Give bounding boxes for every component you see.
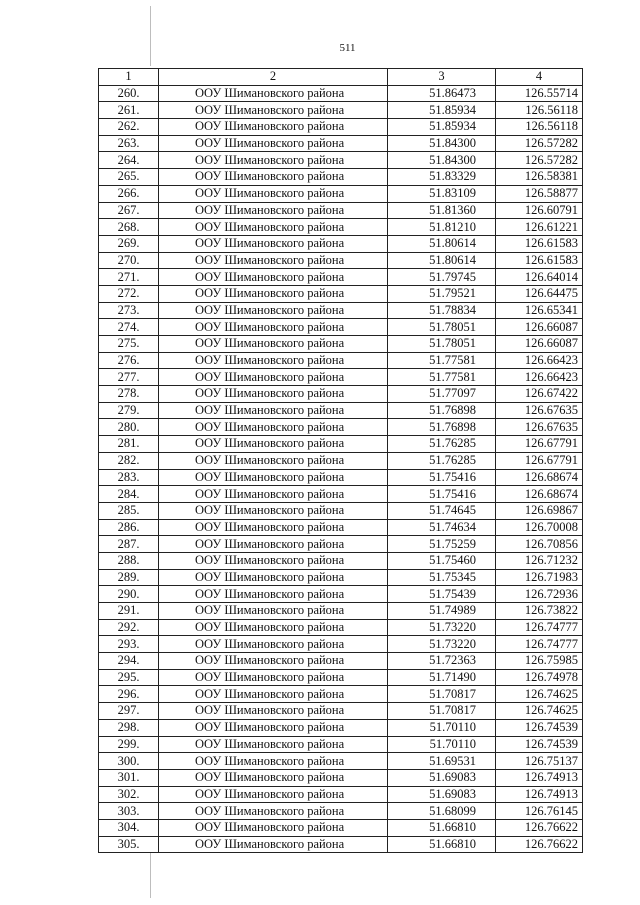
- latitude-cell: 51.80614: [388, 235, 496, 252]
- table-row: [99, 352, 583, 369]
- longitude-cell: 126.74625: [496, 703, 583, 720]
- latitude-cell: 51.86473: [388, 85, 496, 102]
- table-row: [99, 119, 583, 136]
- row-number-cell: 273.: [99, 302, 159, 319]
- organization-cell: ООУ Шимановского района: [159, 819, 388, 836]
- organization-cell: ООУ Шимановского района: [159, 285, 388, 302]
- column-header-index: 1: [99, 69, 159, 86]
- table-row: [99, 285, 583, 302]
- organization-cell: ООУ Шимановского района: [159, 803, 388, 820]
- longitude-cell: 126.76622: [496, 836, 583, 853]
- latitude-cell: 51.77581: [388, 369, 496, 386]
- row-number-cell: 299.: [99, 736, 159, 753]
- longitude-cell: 126.58381: [496, 169, 583, 186]
- row-number-cell: 288.: [99, 552, 159, 569]
- latitude-cell: 51.78051: [388, 336, 496, 353]
- table-row: [99, 836, 583, 853]
- latitude-cell: 51.70110: [388, 736, 496, 753]
- organization-cell: ООУ Шимановского района: [159, 185, 388, 202]
- organization-cell: ООУ Шимановского района: [159, 536, 388, 553]
- latitude-cell: 51.69083: [388, 769, 496, 786]
- column-header-name: 2: [159, 69, 388, 86]
- longitude-cell: 126.71983: [496, 569, 583, 586]
- row-number-cell: 267.: [99, 202, 159, 219]
- row-number-cell: 298.: [99, 719, 159, 736]
- longitude-cell: 126.66423: [496, 352, 583, 369]
- row-number-cell: 295.: [99, 669, 159, 686]
- longitude-cell: 126.75985: [496, 653, 583, 670]
- organization-cell: ООУ Шимановского района: [159, 219, 388, 236]
- organization-cell: ООУ Шимановского района: [159, 235, 388, 252]
- page-number: 511: [339, 42, 356, 54]
- latitude-cell: 51.75416: [388, 486, 496, 503]
- table-row: [99, 686, 583, 703]
- latitude-cell: 51.74989: [388, 603, 496, 620]
- longitude-cell: 126.61221: [496, 219, 583, 236]
- row-number-cell: 279.: [99, 402, 159, 419]
- latitude-cell: 51.73220: [388, 619, 496, 636]
- longitude-cell: 126.74777: [496, 619, 583, 636]
- organization-cell: ООУ Шимановского района: [159, 586, 388, 603]
- latitude-cell: 51.70817: [388, 703, 496, 720]
- latitude-cell: 51.66810: [388, 819, 496, 836]
- longitude-cell: 126.74625: [496, 686, 583, 703]
- longitude-cell: 126.70008: [496, 519, 583, 536]
- table-row: [99, 102, 583, 119]
- row-number-cell: 261.: [99, 102, 159, 119]
- row-number-cell: 281.: [99, 436, 159, 453]
- row-number-cell: 301.: [99, 769, 159, 786]
- table-row: [99, 436, 583, 453]
- table-row: [99, 803, 583, 820]
- latitude-cell: 51.76898: [388, 419, 496, 436]
- organization-cell: ООУ Шимановского района: [159, 569, 388, 586]
- row-number-cell: 289.: [99, 569, 159, 586]
- longitude-cell: 126.61583: [496, 235, 583, 252]
- row-number-cell: 294.: [99, 653, 159, 670]
- row-number-cell: 264.: [99, 152, 159, 169]
- table-row: [99, 402, 583, 419]
- row-number-cell: 283.: [99, 469, 159, 486]
- table-row: [99, 819, 583, 836]
- longitude-cell: 126.74539: [496, 736, 583, 753]
- organization-cell: ООУ Шимановского района: [159, 152, 388, 169]
- row-number-cell: 287.: [99, 536, 159, 553]
- latitude-cell: 51.83109: [388, 185, 496, 202]
- latitude-cell: 51.76898: [388, 402, 496, 419]
- latitude-cell: 51.68099: [388, 803, 496, 820]
- organization-cell: ООУ Шимановского района: [159, 719, 388, 736]
- longitude-cell: 126.64014: [496, 269, 583, 286]
- latitude-cell: 51.84300: [388, 152, 496, 169]
- organization-cell: ООУ Шимановского района: [159, 119, 388, 136]
- row-number-cell: 305.: [99, 836, 159, 853]
- table-row: [99, 419, 583, 436]
- table-row: [99, 369, 583, 386]
- table-row: [99, 252, 583, 269]
- organization-cell: ООУ Шимановского района: [159, 252, 388, 269]
- table-row: [99, 135, 583, 152]
- latitude-cell: 51.78834: [388, 302, 496, 319]
- table-header-row: [99, 69, 583, 86]
- table-row: [99, 219, 583, 236]
- longitude-cell: 126.73822: [496, 603, 583, 620]
- row-number-cell: 284.: [99, 486, 159, 503]
- longitude-cell: 126.74777: [496, 636, 583, 653]
- row-number-cell: 275.: [99, 336, 159, 353]
- row-number-cell: 293.: [99, 636, 159, 653]
- row-number-cell: 266.: [99, 185, 159, 202]
- organization-cell: ООУ Шимановского района: [159, 85, 388, 102]
- latitude-cell: 51.76285: [388, 436, 496, 453]
- longitude-cell: 126.76622: [496, 819, 583, 836]
- row-number-cell: 270.: [99, 252, 159, 269]
- longitude-cell: 126.60791: [496, 202, 583, 219]
- table-row: [99, 603, 583, 620]
- table-row: [99, 235, 583, 252]
- organization-cell: ООУ Шимановского района: [159, 636, 388, 653]
- row-number-cell: 278.: [99, 386, 159, 403]
- longitude-cell: 126.68674: [496, 486, 583, 503]
- longitude-cell: 126.56118: [496, 102, 583, 119]
- latitude-cell: 51.75416: [388, 469, 496, 486]
- table-row: [99, 786, 583, 803]
- latitude-cell: 51.85934: [388, 102, 496, 119]
- organization-cell: ООУ Шимановского района: [159, 669, 388, 686]
- latitude-cell: 51.85934: [388, 119, 496, 136]
- row-number-cell: 272.: [99, 285, 159, 302]
- latitude-cell: 51.75259: [388, 536, 496, 553]
- latitude-cell: 51.83329: [388, 169, 496, 186]
- organization-cell: ООУ Шимановского района: [159, 436, 388, 453]
- organization-cell: ООУ Шимановского района: [159, 603, 388, 620]
- longitude-cell: 126.74913: [496, 769, 583, 786]
- organization-cell: ООУ Шимановского района: [159, 269, 388, 286]
- latitude-cell: 51.73220: [388, 636, 496, 653]
- row-number-cell: 260.: [99, 85, 159, 102]
- row-number-cell: 290.: [99, 586, 159, 603]
- organization-cell: ООУ Шимановского района: [159, 753, 388, 770]
- table-row: [99, 736, 583, 753]
- latitude-cell: 51.72363: [388, 653, 496, 670]
- longitude-cell: 126.61583: [496, 252, 583, 269]
- table-row: [99, 469, 583, 486]
- organization-cell: ООУ Шимановского района: [159, 102, 388, 119]
- latitude-cell: 51.77581: [388, 352, 496, 369]
- longitude-cell: 126.57282: [496, 135, 583, 152]
- row-number-cell: 268.: [99, 219, 159, 236]
- organization-cell: ООУ Шимановского района: [159, 336, 388, 353]
- table-row: [99, 753, 583, 770]
- table-row: [99, 636, 583, 653]
- table-row: [99, 85, 583, 102]
- latitude-cell: 51.81360: [388, 202, 496, 219]
- longitude-cell: 126.74913: [496, 786, 583, 803]
- table-row: [99, 586, 583, 603]
- organization-cell: ООУ Шимановского района: [159, 369, 388, 386]
- longitude-cell: 126.68674: [496, 469, 583, 486]
- row-number-cell: 265.: [99, 169, 159, 186]
- latitude-cell: 51.70110: [388, 719, 496, 736]
- row-number-cell: 262.: [99, 119, 159, 136]
- latitude-cell: 51.69531: [388, 753, 496, 770]
- organization-cell: ООУ Шимановского района: [159, 402, 388, 419]
- organization-cell: ООУ Шимановского района: [159, 519, 388, 536]
- table-row: [99, 619, 583, 636]
- table-row: [99, 552, 583, 569]
- longitude-cell: 126.74539: [496, 719, 583, 736]
- column-header-longitude: 4: [496, 69, 583, 86]
- row-number-cell: 292.: [99, 619, 159, 636]
- latitude-cell: 51.79745: [388, 269, 496, 286]
- latitude-cell: 51.76285: [388, 452, 496, 469]
- organization-cell: ООУ Шимановского района: [159, 319, 388, 336]
- table-body: [99, 85, 583, 853]
- organization-cell: ООУ Шимановского района: [159, 769, 388, 786]
- row-number-cell: 269.: [99, 235, 159, 252]
- longitude-cell: 126.56118: [496, 119, 583, 136]
- latitude-cell: 51.81210: [388, 219, 496, 236]
- organization-cell: ООУ Шимановского района: [159, 135, 388, 152]
- longitude-cell: 126.75137: [496, 753, 583, 770]
- row-number-cell: 296.: [99, 686, 159, 703]
- row-number-cell: 285.: [99, 502, 159, 519]
- binding-margin-line-bottom: [150, 853, 151, 898]
- row-number-cell: 280.: [99, 419, 159, 436]
- latitude-cell: 51.75460: [388, 552, 496, 569]
- table-row: [99, 569, 583, 586]
- latitude-cell: 51.78051: [388, 319, 496, 336]
- table-row: [99, 669, 583, 686]
- table-row: [99, 269, 583, 286]
- row-number-cell: 304.: [99, 819, 159, 836]
- row-number-cell: 274.: [99, 319, 159, 336]
- organization-cell: ООУ Шимановского района: [159, 836, 388, 853]
- organization-cell: ООУ Шимановского района: [159, 686, 388, 703]
- latitude-cell: 51.66810: [388, 836, 496, 853]
- latitude-cell: 51.71490: [388, 669, 496, 686]
- table-row: [99, 319, 583, 336]
- table-row: [99, 719, 583, 736]
- table-row: [99, 653, 583, 670]
- organization-cell: ООУ Шимановского района: [159, 552, 388, 569]
- longitude-cell: 126.55714: [496, 85, 583, 102]
- table-row: [99, 452, 583, 469]
- latitude-cell: 51.79521: [388, 285, 496, 302]
- table-header: [99, 69, 583, 86]
- latitude-cell: 51.75345: [388, 569, 496, 586]
- table-row: [99, 519, 583, 536]
- latitude-cell: 51.77097: [388, 386, 496, 403]
- longitude-cell: 126.64475: [496, 285, 583, 302]
- binding-margin-line-top: [150, 6, 151, 66]
- longitude-cell: 126.67422: [496, 386, 583, 403]
- table-row: [99, 169, 583, 186]
- organization-cell: ООУ Шимановского района: [159, 169, 388, 186]
- organization-cell: ООУ Шимановского района: [159, 619, 388, 636]
- table-row: [99, 769, 583, 786]
- table-row: [99, 202, 583, 219]
- organization-cell: ООУ Шимановского района: [159, 419, 388, 436]
- row-number-cell: 276.: [99, 352, 159, 369]
- row-number-cell: 277.: [99, 369, 159, 386]
- longitude-cell: 126.67635: [496, 402, 583, 419]
- organization-cell: ООУ Шимановского района: [159, 786, 388, 803]
- table-row: [99, 302, 583, 319]
- longitude-cell: 126.66423: [496, 369, 583, 386]
- longitude-cell: 126.65341: [496, 302, 583, 319]
- organization-cell: ООУ Шимановского района: [159, 386, 388, 403]
- row-number-cell: 302.: [99, 786, 159, 803]
- organization-cell: ООУ Шимановского района: [159, 653, 388, 670]
- table-row: [99, 336, 583, 353]
- table-row: [99, 502, 583, 519]
- latitude-cell: 51.75439: [388, 586, 496, 603]
- latitude-cell: 51.70817: [388, 686, 496, 703]
- row-number-cell: 282.: [99, 452, 159, 469]
- longitude-cell: 126.71232: [496, 552, 583, 569]
- organization-cell: ООУ Шимановского района: [159, 452, 388, 469]
- page-number-container: [55, 42, 640, 54]
- latitude-cell: 51.80614: [388, 252, 496, 269]
- longitude-cell: 126.72936: [496, 586, 583, 603]
- longitude-cell: 126.76145: [496, 803, 583, 820]
- longitude-cell: 126.74978: [496, 669, 583, 686]
- table-row: [99, 152, 583, 169]
- longitude-cell: 126.70856: [496, 536, 583, 553]
- row-number-cell: 271.: [99, 269, 159, 286]
- organization-cell: ООУ Шимановского района: [159, 736, 388, 753]
- latitude-cell: 51.84300: [388, 135, 496, 152]
- longitude-cell: 126.67791: [496, 436, 583, 453]
- longitude-cell: 126.66087: [496, 336, 583, 353]
- table-row: [99, 703, 583, 720]
- longitude-cell: 126.57282: [496, 152, 583, 169]
- row-number-cell: 303.: [99, 803, 159, 820]
- table-row: [99, 185, 583, 202]
- row-number-cell: 286.: [99, 519, 159, 536]
- longitude-cell: 126.69867: [496, 502, 583, 519]
- latitude-cell: 51.74634: [388, 519, 496, 536]
- column-header-latitude: 3: [388, 69, 496, 86]
- organization-cell: ООУ Шимановского района: [159, 469, 388, 486]
- coordinates-table: [98, 68, 583, 853]
- longitude-cell: 126.67635: [496, 419, 583, 436]
- organization-cell: ООУ Шимановского района: [159, 703, 388, 720]
- table-row: [99, 386, 583, 403]
- organization-cell: ООУ Шимановского района: [159, 302, 388, 319]
- longitude-cell: 126.66087: [496, 319, 583, 336]
- table-row: [99, 536, 583, 553]
- longitude-cell: 126.67791: [496, 452, 583, 469]
- latitude-cell: 51.74645: [388, 502, 496, 519]
- organization-cell: ООУ Шимановского района: [159, 486, 388, 503]
- organization-cell: ООУ Шимановского района: [159, 502, 388, 519]
- latitude-cell: 51.69083: [388, 786, 496, 803]
- table-row: [99, 486, 583, 503]
- row-number-cell: 300.: [99, 753, 159, 770]
- row-number-cell: 263.: [99, 135, 159, 152]
- organization-cell: ООУ Шимановского района: [159, 202, 388, 219]
- row-number-cell: 297.: [99, 703, 159, 720]
- row-number-cell: 291.: [99, 603, 159, 620]
- longitude-cell: 126.58877: [496, 185, 583, 202]
- organization-cell: ООУ Шимановского района: [159, 352, 388, 369]
